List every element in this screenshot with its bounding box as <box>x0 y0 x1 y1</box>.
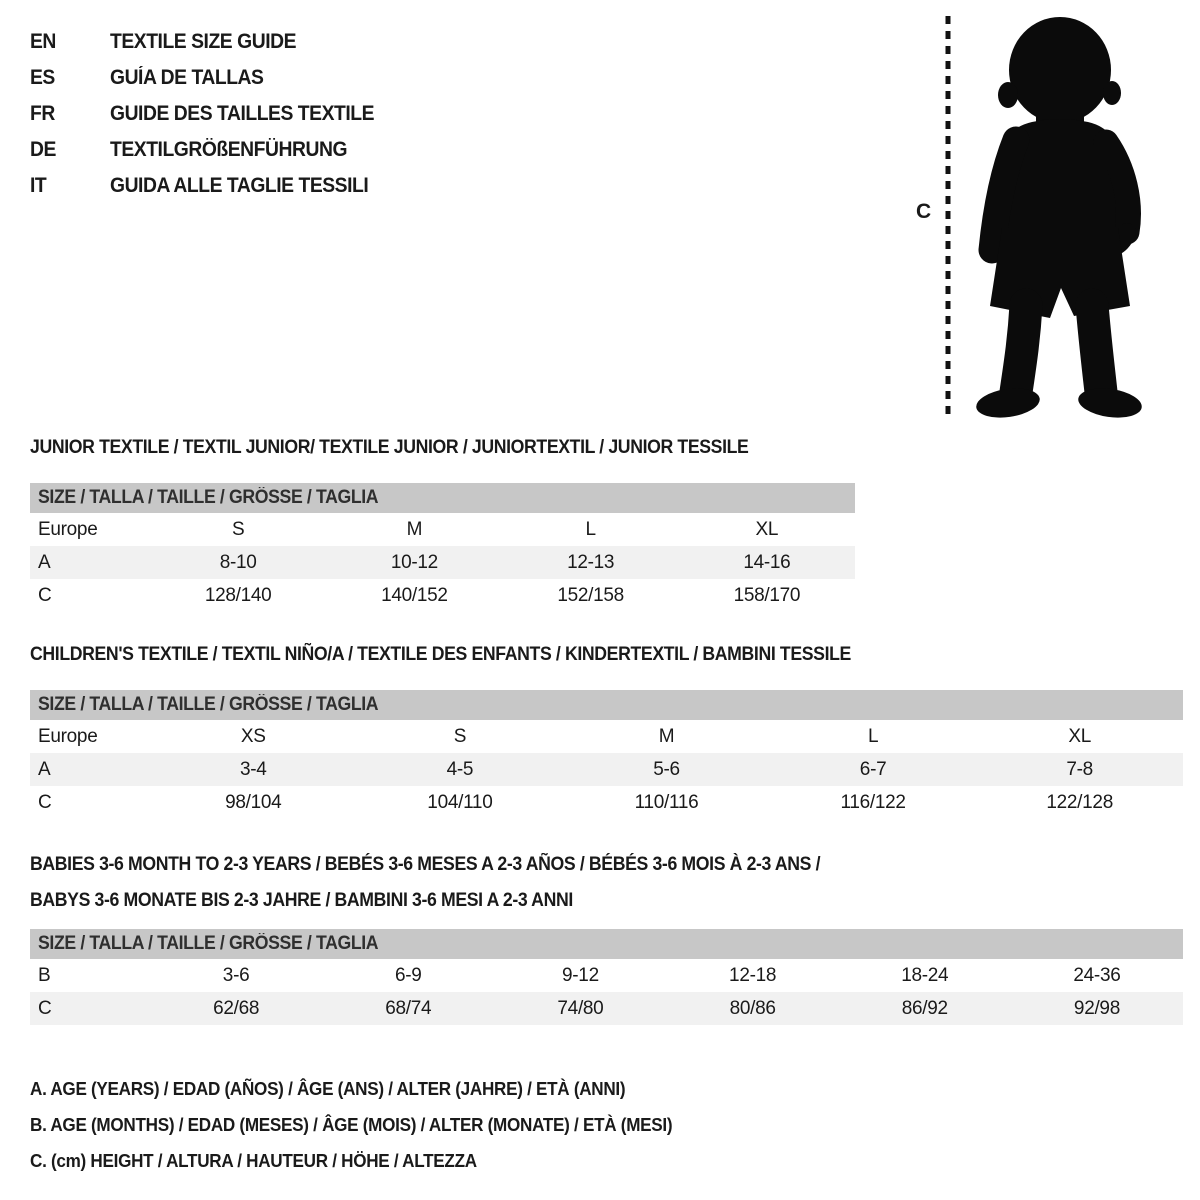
children-section-heading: CHILDREN'S TEXTILE / TEXTIL NIÑO/A / TEXTILE DES ENFANTS / KINDERTEXTIL / BAMBINI TESSILE <box>30 644 851 665</box>
table-cell: 86/92 <box>901 997 948 1019</box>
table-cell: 6-9 <box>394 964 422 986</box>
table-cell: L <box>867 725 879 747</box>
table-cell: 18-24 <box>901 964 949 986</box>
legend-line-a: A. AGE (YEARS) / EDAD (AÑOS) / ÂGE (ANS) / ALTER (JAHRE) / ETÀ (ANNI) <box>30 1079 626 1099</box>
guide-title: TEXTILGRÖßENFÜHRUNG <box>110 138 348 161</box>
language-row <box>30 60 397 96</box>
row-label: A <box>38 758 51 780</box>
babies-table-body <box>30 959 1183 1025</box>
table-cell: 98/104 <box>225 791 282 813</box>
language-code: FR <box>30 102 55 125</box>
table-cell: 4-5 <box>446 758 474 780</box>
table-cell: 104/110 <box>427 791 493 813</box>
language-title-list <box>30 24 397 204</box>
junior-table-body <box>30 513 855 612</box>
tables-area <box>0 437 1200 1179</box>
table-row <box>30 753 1183 786</box>
language-code: ES <box>30 66 55 89</box>
guide-title: TEXTILE SIZE GUIDE <box>110 30 297 53</box>
table-cell: 140/152 <box>381 584 448 606</box>
guide-title: GUIDE DES TAILLES TEXTILE <box>110 102 375 125</box>
table-cell: 92/98 <box>1073 997 1120 1019</box>
table-cell: 158/170 <box>733 584 801 606</box>
children-table-body <box>30 720 1183 819</box>
language-row <box>30 168 397 204</box>
table-cell: 14-16 <box>743 551 791 573</box>
table-cell: 12-13 <box>567 551 615 573</box>
table-cell: 7-8 <box>1066 758 1093 780</box>
measure-c-label: C <box>916 200 932 223</box>
guide-title: GUÍA DE TALLAS <box>110 66 264 89</box>
size-header-label: SIZE / TALLA / TAILLE / GRÖSSE / TAGLIA <box>38 487 379 508</box>
language-code: IT <box>30 174 47 197</box>
table-cell: 68/74 <box>385 997 432 1019</box>
row-label: Europe <box>38 518 98 540</box>
size-header-label: SIZE / TALLA / TAILLE / GRÖSSE / TAGLIA <box>38 933 379 954</box>
language-row <box>30 96 397 132</box>
header-area <box>0 0 1200 437</box>
size-header-label: SIZE / TALLA / TAILLE / GRÖSSE / TAGLIA <box>38 694 379 715</box>
table-cell: 6-7 <box>859 758 887 780</box>
size-header-bar <box>30 929 1183 959</box>
language-row <box>30 24 397 60</box>
size-header-bar <box>30 690 1183 720</box>
children-size-table <box>30 690 1183 819</box>
legend-line-c: C. (cm) HEIGHT / ALTURA / HAUTEUR / HÖHE / ALTEZZA <box>30 1151 477 1171</box>
babies-section-heading-line1: BABIES 3-6 MONTH TO 2-3 YEARS / BEBÉS 3-6 MESES A 2-3 AÑOS / BÉBÉS 3-6 MOIS À 2-3 ANS / <box>30 854 821 875</box>
table-cell: 3-6 <box>222 964 250 986</box>
table-cell: 9-12 <box>562 964 599 986</box>
guide-title: GUIDA ALLE TAGLIE TESSILI <box>110 174 369 197</box>
table-cell: 8-10 <box>219 551 257 573</box>
table-cell: XL <box>1068 725 1091 747</box>
table-cell: 122/128 <box>1046 791 1113 813</box>
height-dashed-line-icon <box>944 16 952 418</box>
table-cell: S <box>453 725 467 747</box>
table-cell: 128/140 <box>204 584 272 606</box>
table-row <box>30 579 855 612</box>
babies-size-table <box>30 929 1183 1025</box>
row-label: A <box>38 551 51 573</box>
height-measure-figure <box>880 0 1180 437</box>
table-cell: 116/122 <box>840 791 906 813</box>
language-row <box>30 132 397 168</box>
legend-footer <box>30 1071 1200 1179</box>
size-header-bar <box>30 483 855 513</box>
table-cell: 74/80 <box>557 997 604 1019</box>
babies-section-heading-line2: BABYS 3-6 MONATE BIS 2-3 JAHRE / BAMBINI 3-6 MESI A 2-3 ANNI <box>30 890 573 911</box>
row-label: C <box>38 791 52 813</box>
row-label: C <box>38 584 52 606</box>
section-babies-textile <box>30 847 1200 1025</box>
table-row <box>30 513 855 546</box>
row-label: B <box>38 964 51 986</box>
language-code: DE <box>30 138 56 161</box>
section-childrens-textile <box>30 644 1200 819</box>
table-cell: L <box>585 518 596 540</box>
table-cell: 62/68 <box>213 997 260 1019</box>
table-cell: 12-18 <box>729 964 777 986</box>
table-cell: 80/86 <box>729 997 776 1019</box>
table-cell: M <box>406 518 423 540</box>
table-cell: 3-4 <box>240 758 267 780</box>
table-cell: M <box>658 725 675 747</box>
table-cell: 110/116 <box>634 791 699 813</box>
junior-size-table <box>30 483 855 612</box>
table-cell: XS <box>240 725 266 747</box>
section-junior-textile <box>30 437 1200 612</box>
table-row <box>30 959 1183 992</box>
table-row <box>30 786 1183 819</box>
table-cell: 24-36 <box>1073 964 1121 986</box>
table-row <box>30 546 855 579</box>
table-cell: 10-12 <box>390 551 438 573</box>
table-cell: 5-6 <box>653 758 680 780</box>
legend-line-b: B. AGE (MONTHS) / EDAD (MESES) / ÂGE (MOIS) / ALTER (MONATE) / ETÀ (MESI) <box>30 1115 673 1135</box>
table-cell: 152/158 <box>557 584 624 606</box>
junior-section-heading: JUNIOR TEXTILE / TEXTIL JUNIOR/ TEXTILE JUNIOR / JUNIORTEXTIL / JUNIOR TESSILE <box>30 437 749 458</box>
table-row <box>30 720 1183 753</box>
table-cell: S <box>231 518 245 540</box>
row-label: Europe <box>38 725 98 747</box>
table-cell: XL <box>755 518 779 540</box>
language-code: EN <box>30 30 56 53</box>
table-row <box>30 992 1183 1025</box>
row-label: C <box>38 997 52 1019</box>
toddler-silhouette-icon <box>964 10 1154 422</box>
